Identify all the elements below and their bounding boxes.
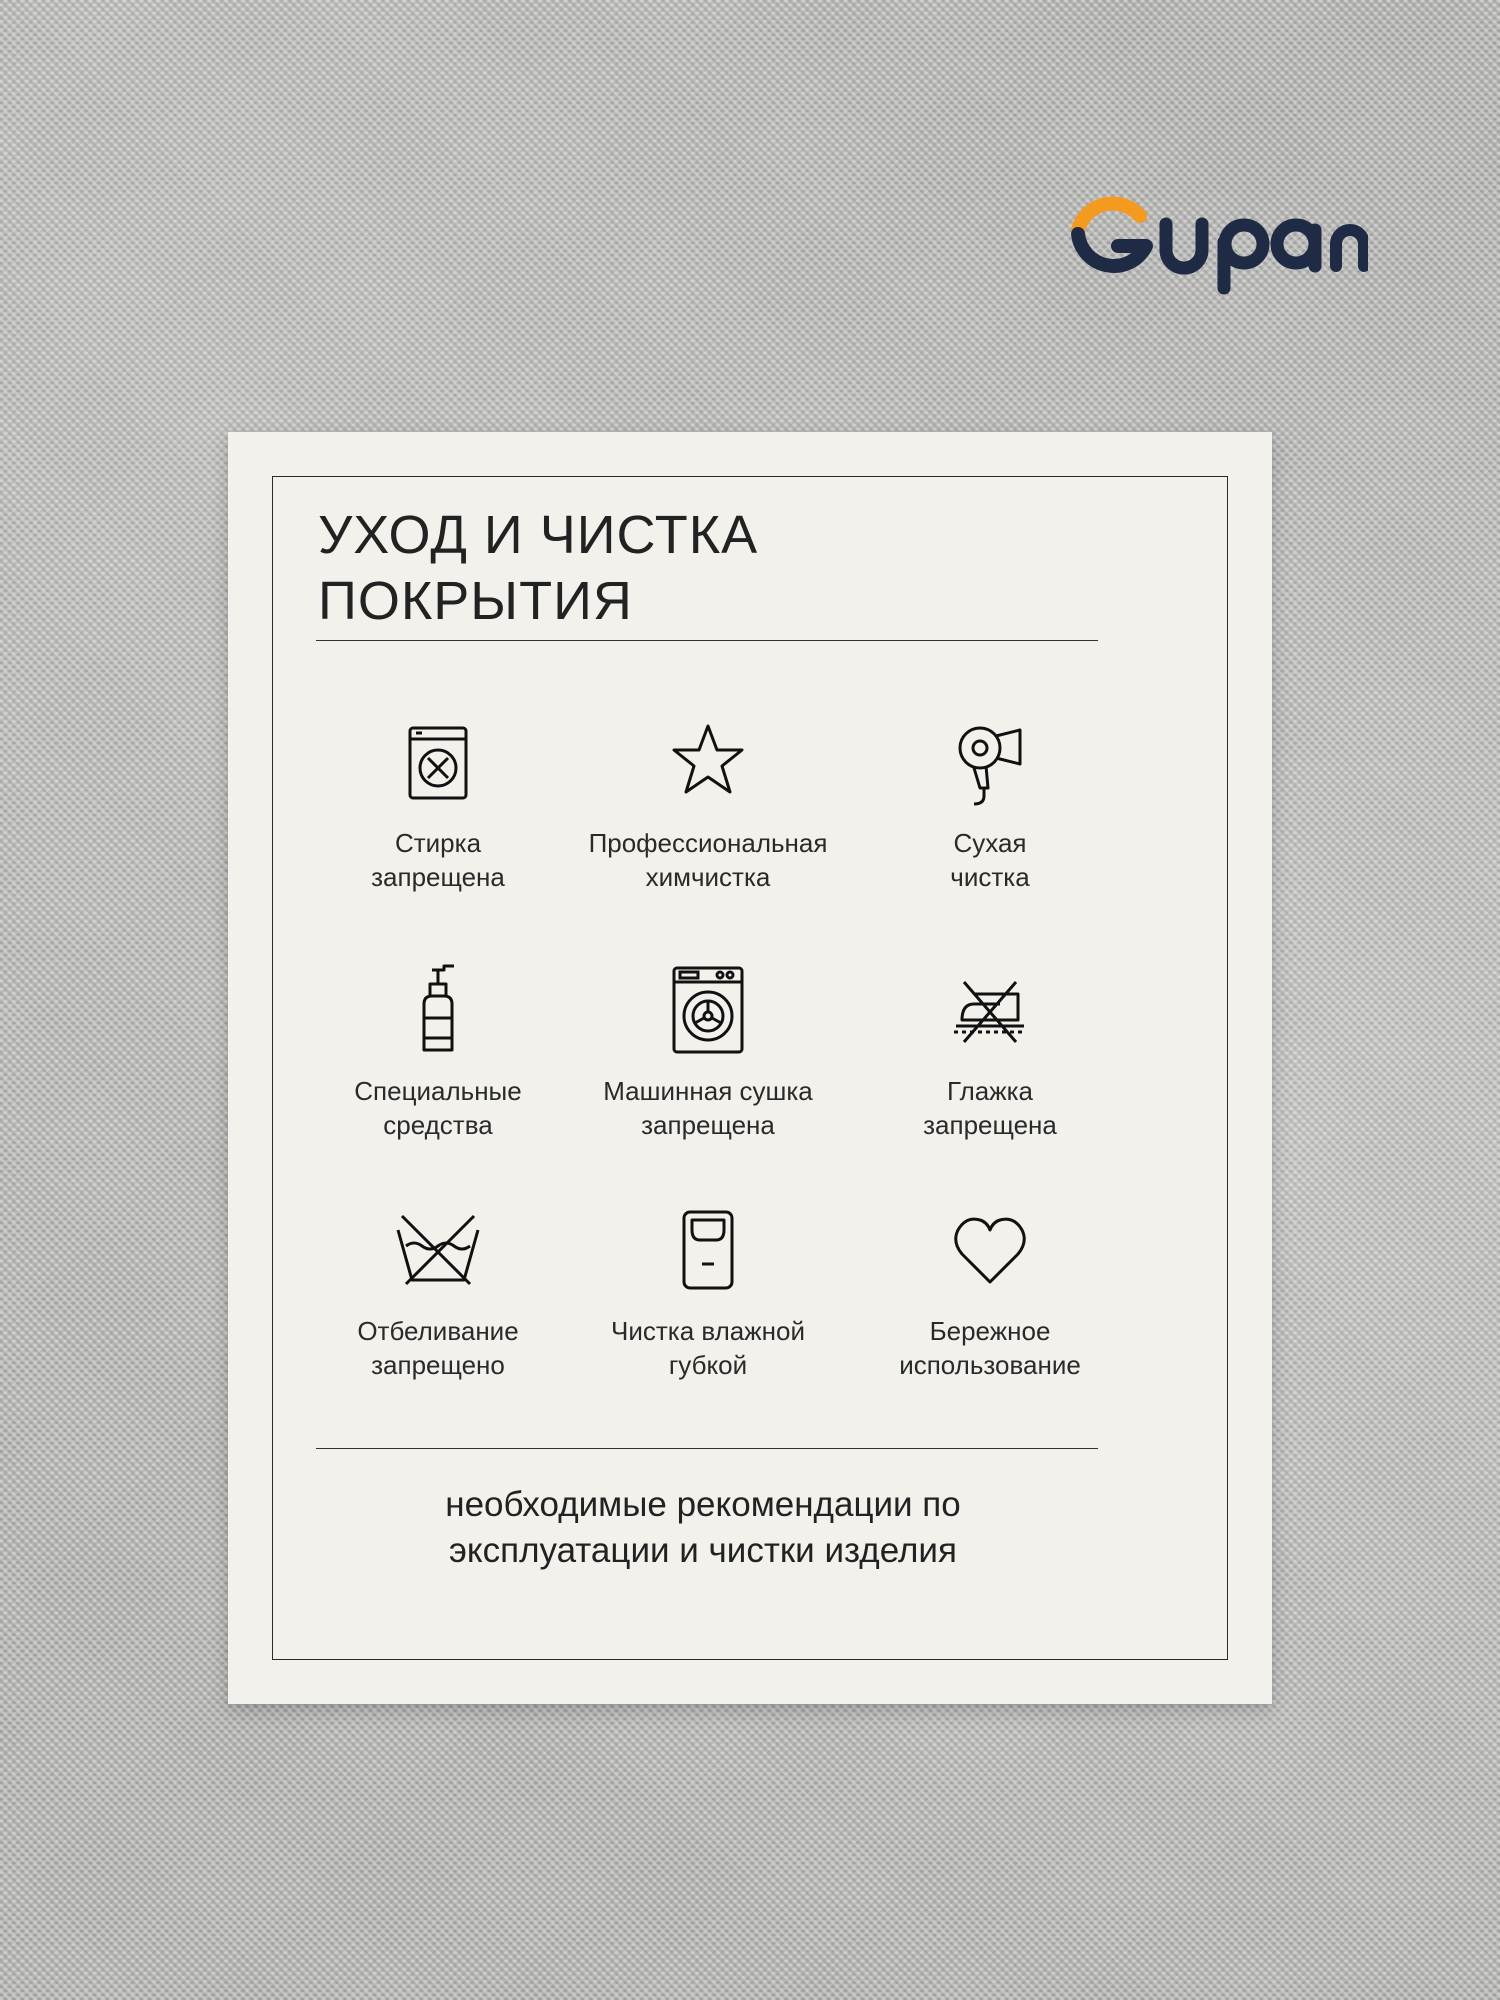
care-item-sponge	[558, 1200, 858, 1382]
care-item-washing	[288, 712, 588, 894]
care-item-ironing	[840, 960, 1140, 1142]
soap-dispenser-icon	[388, 960, 488, 1060]
washing-prohibited-icon	[388, 712, 488, 812]
care-item-label: Бережное использование	[899, 1316, 1081, 1380]
care-item-label: Сухая чистка	[950, 828, 1030, 892]
care-item-bleaching	[288, 1200, 588, 1382]
bottom-divider	[316, 1448, 1098, 1449]
gupan-logo-icon	[1068, 190, 1368, 300]
care-item-machine-dry	[558, 960, 858, 1142]
title-line-1: УХОД И ЧИСТКА	[318, 505, 759, 565]
card-footer-note: необходимые рекомендации по эксплуатации и чистки изделия	[445, 1485, 961, 1570]
care-item-label: Отбеливание запрещено	[357, 1316, 519, 1380]
care-item-dry	[840, 712, 1140, 894]
care-item-dry-cleaning	[558, 712, 858, 894]
top-divider	[316, 640, 1098, 641]
care-item-label: Специальные средства	[354, 1076, 522, 1140]
care-item-special-products	[288, 960, 588, 1142]
card-title	[318, 502, 1018, 634]
heart-icon	[940, 1200, 1040, 1300]
care-item-label: Глажка запрещена	[923, 1076, 1057, 1140]
care-item-label: Стирка запрещена	[371, 828, 505, 892]
hair-dryer-icon	[940, 712, 1040, 812]
star-icon	[658, 712, 758, 812]
ironing-prohibited-icon	[940, 960, 1040, 1060]
washing-machine-icon	[658, 960, 758, 1060]
care-item-label: Чистка влажной губкой	[611, 1316, 805, 1380]
bleaching-prohibited-icon	[388, 1200, 488, 1300]
brand-logo	[1068, 190, 1368, 300]
care-item-careful-use	[840, 1200, 1140, 1382]
care-card	[228, 432, 1272, 1704]
care-item-label: Машинная сушка запрещена	[603, 1076, 813, 1140]
sponge-icon	[658, 1200, 758, 1300]
care-item-label: Профессиональная химчистка	[588, 828, 828, 892]
title-line-2: ПОКРЫТИЯ	[318, 571, 633, 631]
